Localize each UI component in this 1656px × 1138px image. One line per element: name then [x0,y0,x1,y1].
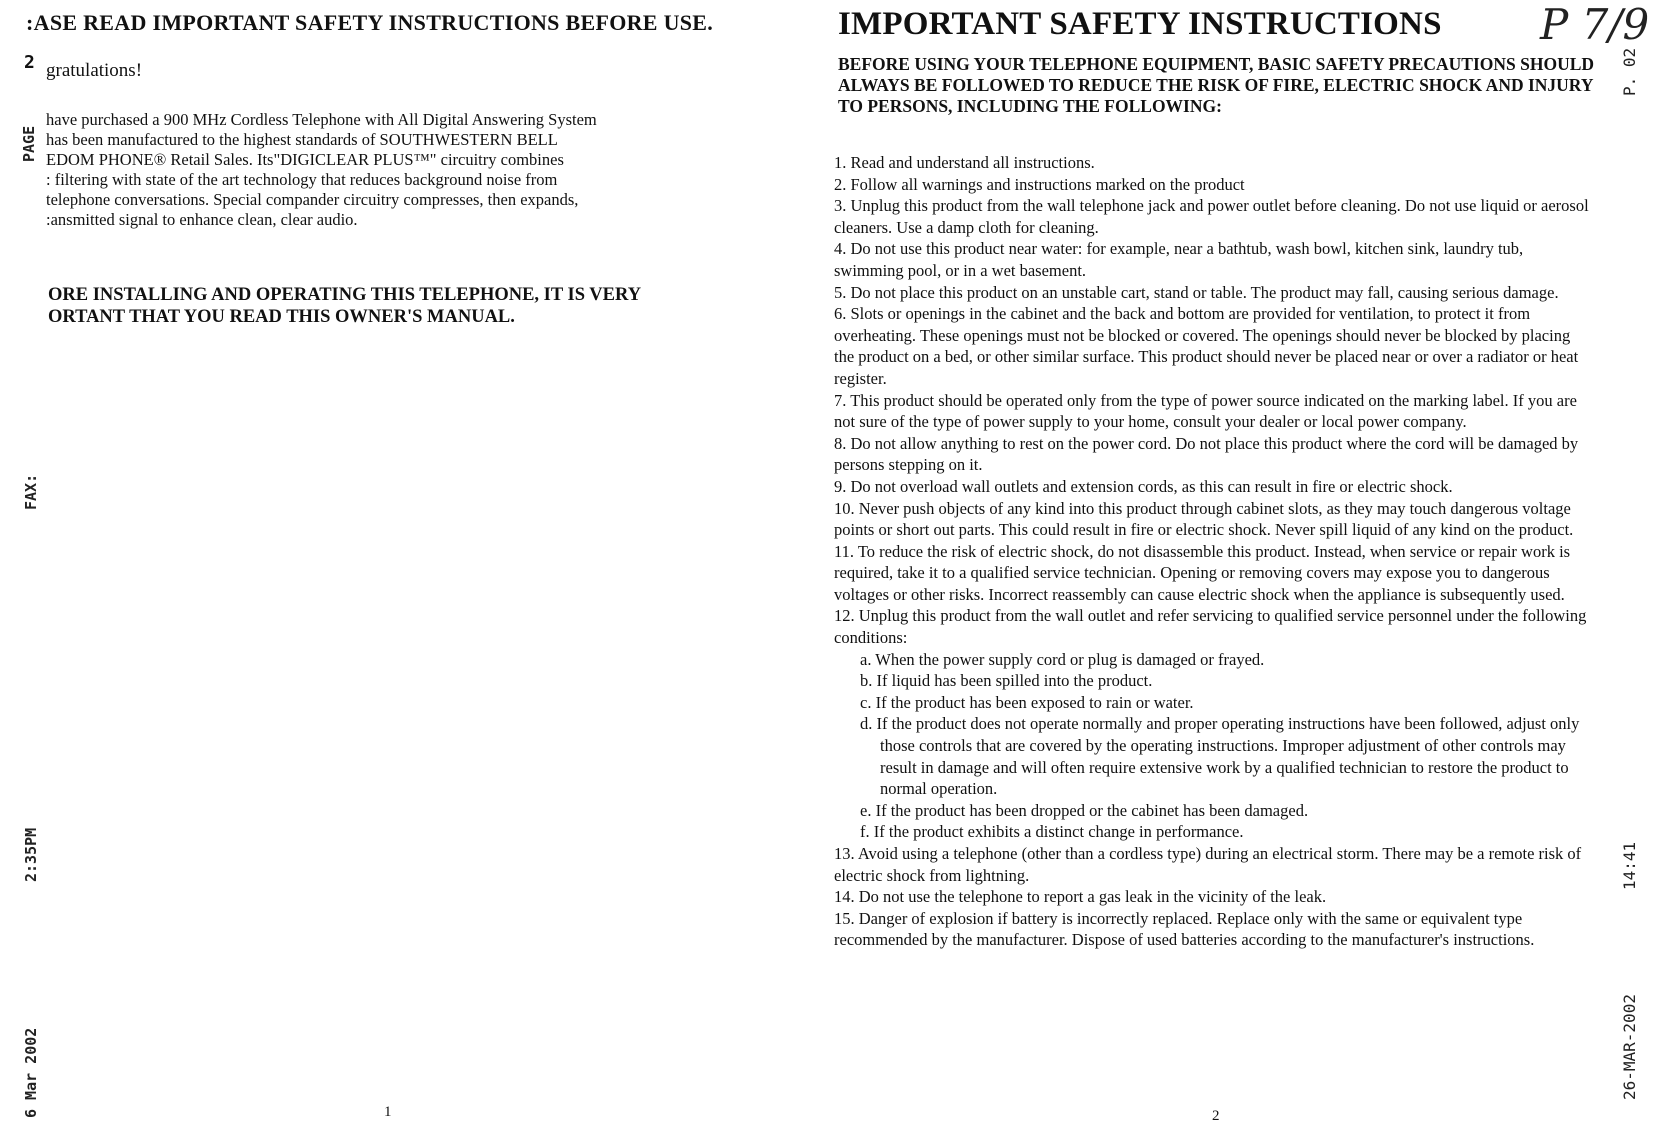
para-line: EDOM PHONE® Retail Sales. Its"DIGICLEAR PLUS™" circuitry combines [46,150,564,169]
safety-list [834,152,1594,951]
list-item: 15. Danger of explosion if battery is incorrectly replaced. Replace only with the same or equivalent type recommended by the manufacturer. Dispose of used batteries according to the manufacturer's instructions. [834,908,1535,950]
handwritten-page-mark: P 7/9 [1540,0,1650,49]
list-item: 11. To reduce the risk of electric shock, do not disassemble this product. Instead, when service or repair work is required, take it to a qualified service technician. Opening or removing covers may expose you to dangerous voltages or other risks. Incorrect reassembly can cause electric shock when the appliance is subsequently used. [834,541,1571,604]
list-item: 9. Do not overload wall outlets and extension cords, as this can result in fire or electric shock. [834,476,1453,496]
intro-paragraph [46,110,766,230]
fax-label: FAX: [22,473,40,510]
warning-line: ORTANT THAT YOU READ THIS OWNER'S MANUAL. [48,307,515,327]
sub-item: e. If the product has been dropped or the cabinet has been damaged. [860,800,1309,820]
safety-title: IMPORTANT SAFETY INSTRUCTIONS [838,6,1442,42]
sub-item: a. When the power supply cord or plug is damaged or frayed. [860,649,1265,669]
stamp-date: 26-MAR-2002 [1620,994,1639,1100]
para-line: have purchased a 900 MHz Cordless Telephone with All Digital Answering System [46,110,597,129]
list-item: 4. Do not use this product near water: for example, near a bathtub, wash bowl, kitchen sink, laundry tub, swimming pool, or in a wet basement. [834,239,1524,280]
safety-intro: BEFORE USING YOUR TELEPHONE EQUIPMENT, BASIC SAFETY PRECAUTIONS SHOULD ALWAYS BE FOLLOWED TO REDUCE THE RISK OF FIRE, ELECTRIC SHOCK AND INJURY TO PERSONS, INCLUDING THE FOLLOWING: [838,54,1595,116]
para-line: :ansmitted signal to enhance clean, clear audio. [46,210,358,229]
list-item: 6. Slots or openings in the cabinet and the back and bottom are provided for ventilation, to protect it from overheating. These openings must not be blocked or covered. The openings should never be blocked by placing the product on a bed, or other similar surface. This product should never be placed near or over a radiator or heat register. [834,304,1579,388]
stamp-time: 14:41 [1620,841,1639,890]
list-item: 8. Do not allow anything to rest on the power cord. Do not place this product where the cord will be damaged by persons stepping on it. [834,433,1579,475]
list-item: 12. Unplug this product from the wall outlet and refer servicing to qualified service personnel under the following conditions: [834,606,1587,648]
list-item: 13. Avoid using a telephone (other than a cordless type) during an electrical storm. There may be a remote risk of electric shock from lightning. [834,844,1582,885]
list-item: 2. Follow all warnings and instructions marked on the product [834,174,1245,194]
list-item: 1. Read and understand all instructions. [834,153,1095,172]
fax-time: 2:35PM [22,827,40,882]
sub-item: c. If the product has been exposed to rain or water. [860,692,1194,712]
list-item: 3. Unplug this product from the wall telephone jack and power outlet before cleaning. Do not use liquid or aerosol cleaners. Use a damp cloth for cleaning. [834,196,1589,237]
fax-date: 6 Mar 2002 [22,1027,40,1118]
para-line: : filtering with state of the art technology that reduces background noise from [46,170,558,189]
left-page-header: :ASE READ IMPORTANT SAFETY INSTRUCTIONS BEFORE USE. [26,10,714,35]
manual-warning [48,284,641,328]
para-line: has been manufactured to the highest standards of SOUTHWESTERN BELL [46,130,558,149]
page-word-vertical: PAGE [20,125,38,162]
para-line: telephone conversations. Special compander circuitry compresses, then expands, [46,190,579,209]
sub-item: f. If the product exhibits a distinct change in performance. [860,822,1244,842]
list-item: 14. Do not use the telephone to report a gas leak in the vicinity of the leak. [834,887,1327,907]
list-item: 10. Never push objects of any kind into this product through cabinet slots, as they may touch dangerous voltage points or short out parts. This could result in fire or electric shock. Never spill liquid of any kind on the product. [834,498,1574,540]
list-item: 7. This product should be operated only from the type of power source indicated on the marking label. If you are not sure of the type of power supply to your home, consult your dealer or local power company. [834,390,1577,432]
stamp-page: P. 02 [1620,47,1639,96]
page-number-mark: 2 [24,52,35,73]
sub-item: d. If the product does not operate normally and proper operating instructions have been followed, adjust only those controls that are covered by the operating instructions. Improper adjustment of other controls may result in damage and will often require extensive work by a qualified technician to restore the product to normal operation. [860,714,1580,799]
warning-line: ORE INSTALLING AND OPERATING THIS TELEPHONE, IT IS VERY [48,285,642,305]
congratulations-heading: gratulations! [46,60,143,81]
right-page-number: 2 [1212,1108,1220,1124]
list-item: 5. Do not place this product on an unstable cart, stand or table. The product may fall, causing serious damage. [834,282,1559,302]
left-page-number: 1 [384,1104,392,1120]
sub-item: b. If liquid has been spilled into the product. [860,671,1153,691]
